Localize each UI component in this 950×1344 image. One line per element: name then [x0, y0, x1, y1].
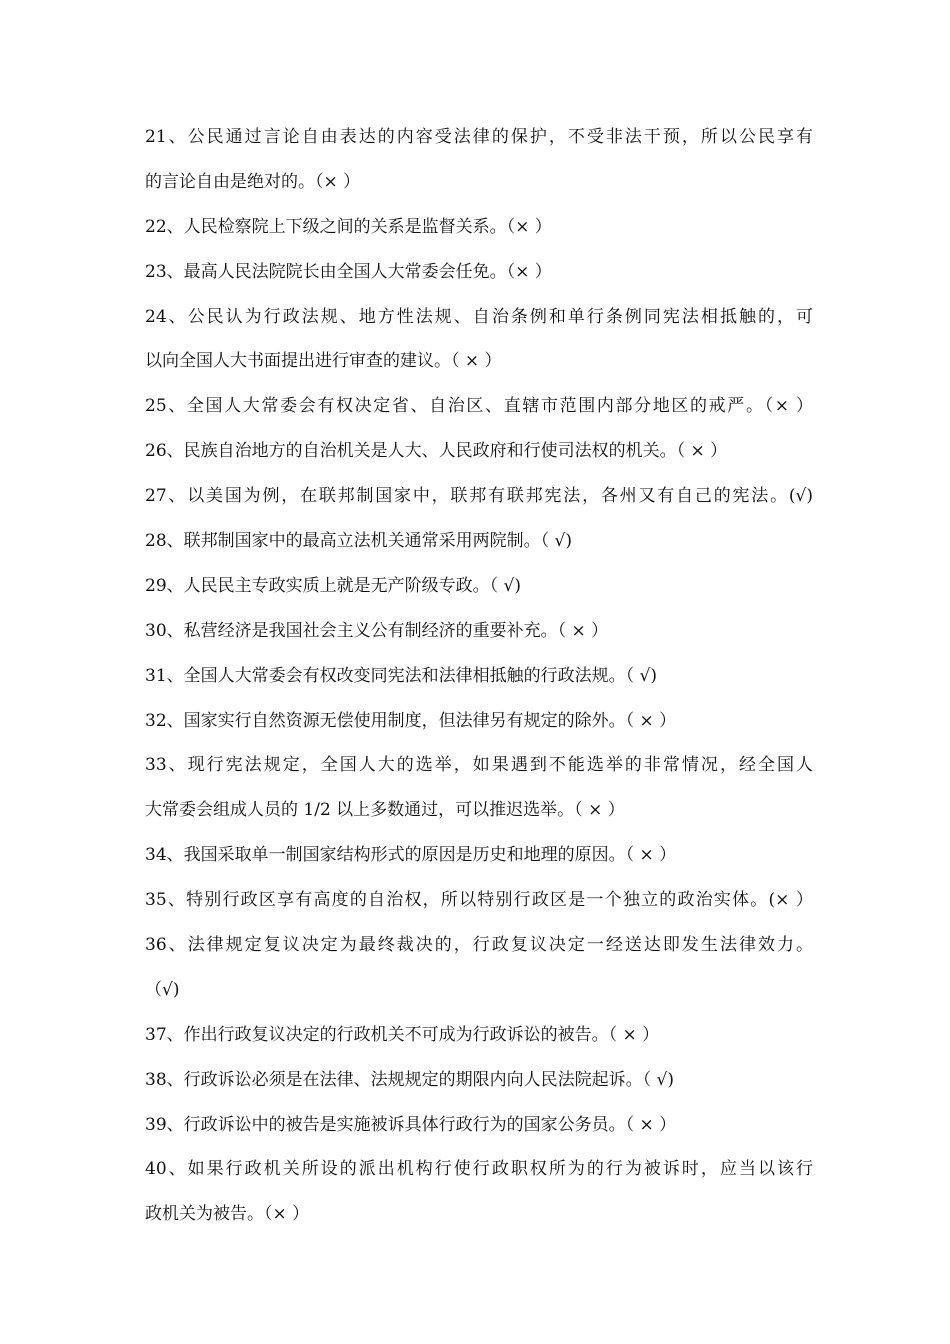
text-line: （√) [145, 979, 180, 1000]
text-line: 23、最高人民法院院长由全国人大常委会任免。（× ） [145, 261, 552, 282]
text-line: 的言论自由是绝对的。（× ） [145, 171, 361, 192]
text-line: 政机关为被告。（× ） [145, 1204, 310, 1225]
text-line: 37、作出行政复议决定的行政机关不可成为行政诉讼的被告。（ × ） [145, 1024, 660, 1045]
text-line: 24、公民认为行政法规、地方性法规、自治条例和单行条例同宪法相抵触的，可 [145, 306, 813, 327]
text-line: 大常委会组成人员的 1/2 以上多数通过，可以推迟选举。（ × ） [145, 800, 625, 821]
text-line: 29、人民民主专政实质上就是无产阶级专政。（ √) [145, 575, 521, 596]
text-line: 35、特别行政区享有高度的自治权，所以特别行政区是一个独立的政治实体。(× ） [145, 890, 813, 911]
text-line: 28、联邦制国家中的最高立法机关通常采用两院制。（ √) [145, 531, 572, 552]
text-line: 22、人民检察院上下级之间的关系是监督关系。（× ） [145, 216, 552, 237]
text-line: 38、行政诉讼必须是在法律、法规规定的期限内向人民法院起诉。（ √) [145, 1069, 674, 1090]
text-line: 25、全国人大常委会有权决定省、自治区、直辖市范围内部分地区的戒严。（× ） [145, 396, 813, 417]
text-line: 34、我国采取单一制国家结构形式的原因是历史和地理的原因。（ × ） [145, 845, 677, 866]
text-line: 27、以美国为例，在联邦制国家中，联邦有联邦宪法，各州又有自己的宪法。(√) [145, 486, 813, 507]
text-line: 31、全国人大常委会有权改变同宪法和法律相抵触的行政法规。（ √) [145, 665, 657, 686]
question-list [145, 119, 813, 1241]
text-line: 21、公民通过言论自由表达的内容受法律的保护，不受非法干预，所以公民享有 [145, 127, 813, 147]
text-line: 33、现行宪法规定，全国人大的选举，如果遇到不能选举的非常情况，经全国人 [145, 755, 813, 776]
text-line: 以向全国人大书面提出进行审查的建议。（ × ） [145, 351, 502, 372]
text-line: 30、私营经济是我国社会主义公有制经济的重要补充。（ × ） [145, 620, 609, 641]
text-line: 32、国家实行自然资源无偿使用制度，但法律另有规定的除外。（ × ） [145, 710, 677, 731]
text-line: 26、民族自治地方的自治机关是人大、人民政府和行使司法权的机关。（ × ） [145, 441, 728, 462]
text-line: 39、行政诉讼中的被告是实施被诉具体行政行为的国家公务员。（ × ） [145, 1114, 677, 1135]
text-line: 36、法律规定复议决定为最终裁决的，行政复议决定一经送达即发生法律效力。 [145, 935, 813, 956]
text-line: 40、如果行政机关所设的派出机构行使行政职权所为的行为被诉时，应当以该行 [145, 1159, 813, 1180]
